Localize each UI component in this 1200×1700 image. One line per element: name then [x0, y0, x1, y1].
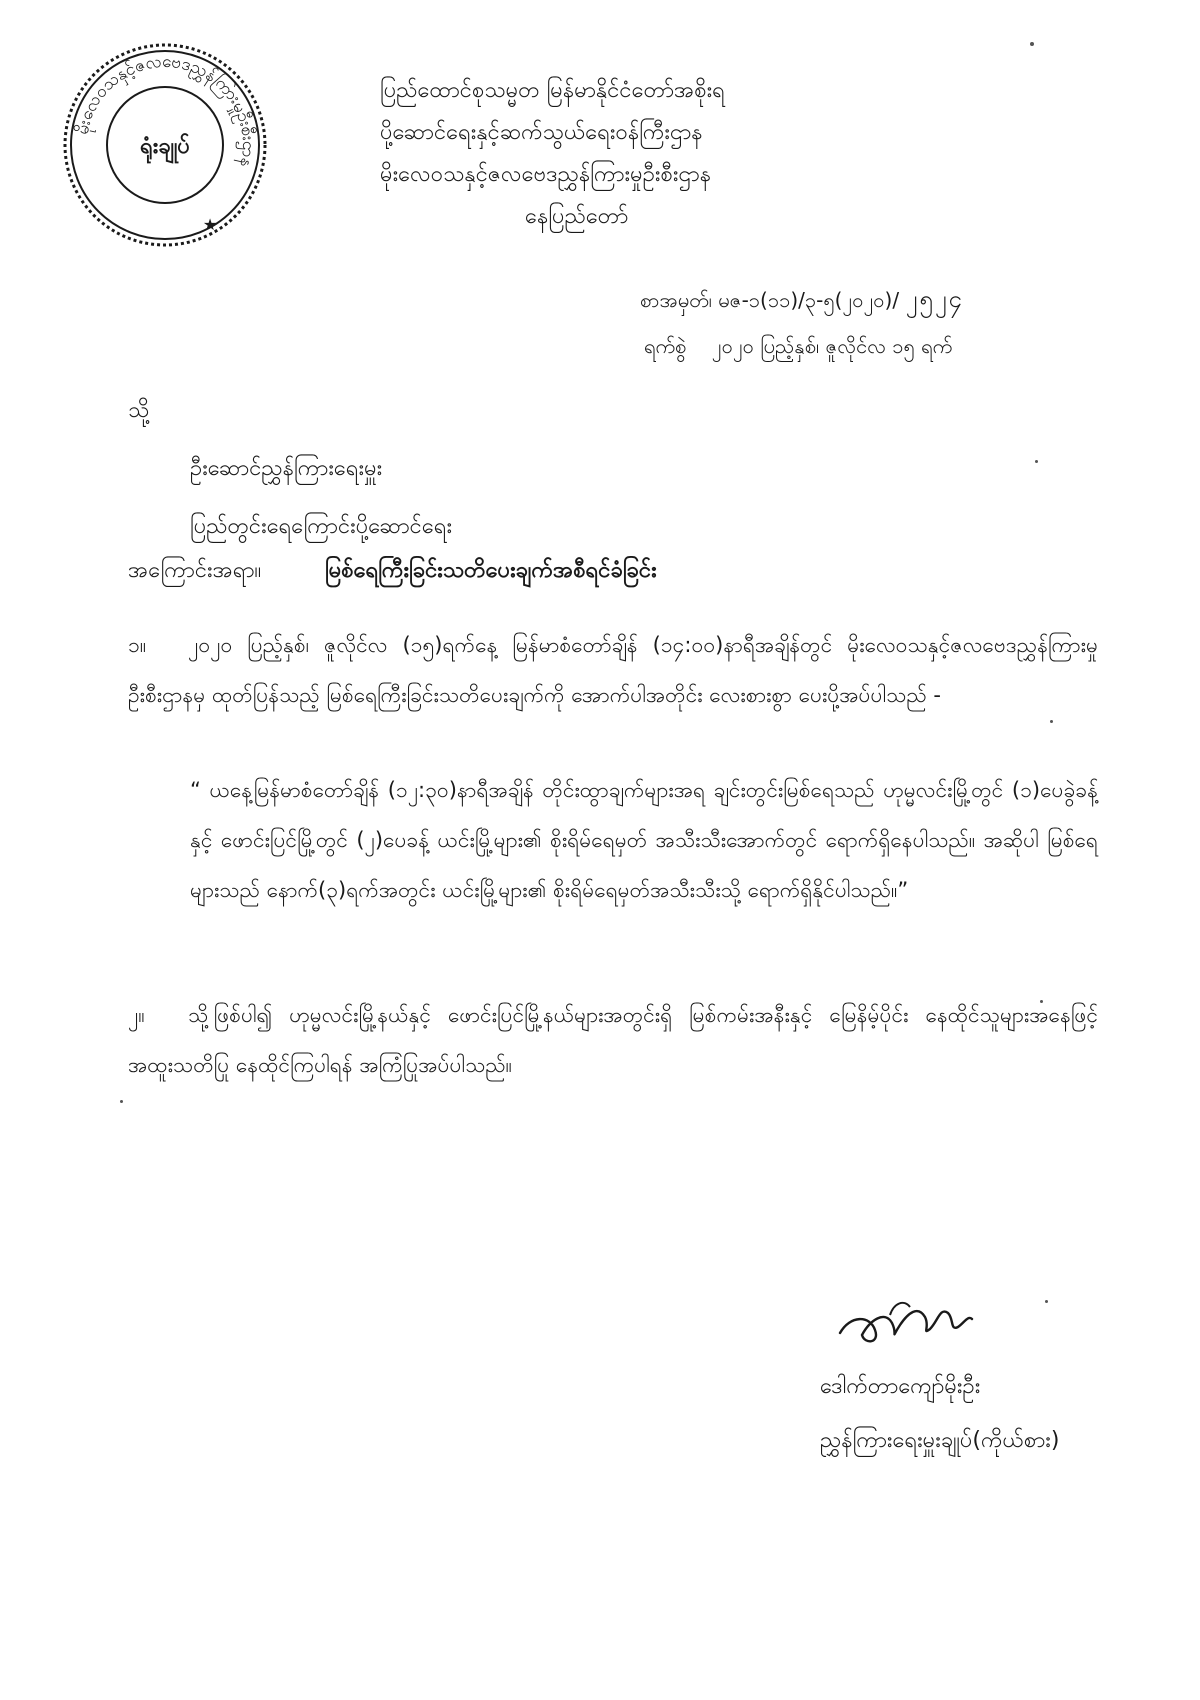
paragraph-2-number: ၂။ — [128, 1003, 145, 1027]
recipient-title: ဦးဆောင်ညွှန်ကြားရေးမှူး — [190, 456, 383, 481]
office-seal — [60, 40, 270, 250]
recipient-organization: ပြည်တွင်းရေကြောင်းပို့ဆောင်ရေး — [190, 514, 453, 539]
signer-name: ဒေါက်တာကျော်မိုးဦး — [820, 1374, 981, 1399]
letterhead-ministry: ပို့ဆောင်ရေးနှင့်ဆက်သွယ်ရေးဝန်ကြီးဌာန — [380, 120, 703, 145]
paragraph-2-text: သို့ဖြစ်ပါ၍ ဟုမ္မလင်းမြို့နယ်နှင့် ဖောင်းပြင်မြို့နယ်များအတွင်းရှိ မြစ်ကမ်းအနီးနှင့် မြေနိမ့်ပိုင်း နေထိုင်သူများအနေဖြင့် အထူးသတိပြု နေထိုင်ကြပါရန် အကြံပြုအပ်ပါသည်။ — [128, 1003, 1098, 1077]
letterhead-government: ပြည်ထောင်စုသမ္မတ မြန်မာနိုင်ငံတော်အစိုးရ — [380, 78, 725, 103]
subject-text: မြစ်ရေကြီးခြင်းသတိပေးချက်အစီရင်ခံခြင်း — [325, 558, 657, 583]
to-label: သို့ — [128, 398, 150, 423]
subject-label: အကြောင်းအရာ။ — [128, 558, 262, 583]
reference-number-label: စာအမှတ်၊ မဇ-၁(၁၁)/၃-၅(၂၀၂၀)/ — [640, 288, 900, 312]
signer-block — [820, 1360, 1059, 1468]
quoted-warning: “ ယနေ့မြန်မာစံတော်ချိန် (၁၂:၃၀)နာရီအချိန် တိုင်းထွာချက်များအရ ချင်းတွင်းမြစ်ရေသည် ဟုမ္မလင်းမြို့တွင် (၁)ပေခွဲခန့်နှင့် ဖောင်းပြင်မြို့တွင် (၂)ပေခန့် ယင်းမြို့များ၏ စိုးရိမ်ရေမှတ် အသီးသီးအောက်တွင် ရောက်ရှိနေပါသည်။ အဆိုပါ မြစ်ရေများသည် နောက်(၃)ရက်အတွင်း ယင်းမြို့များ၏ စိုးရိမ်ရေမှတ်အသီးသီးသို့ ရောက်ရှိနိုင်ပါသည်။” — [190, 778, 1098, 902]
paragraph-1-text: ၂၀၂၀ ပြည့်နှစ်၊ ဇူလိုင်လ (၁၅)ရက်နေ့ မြန်မာစံတော်ချိန် (၁၄:၀၀)နာရီအချိန်တွင် မိုးလေဝသနှင့်ဇလဗေဒညွှန်ကြားမှုဦးစီးဌာနမှ ထုတ်ပြန်သည့် မြစ်ရေကြီးခြင်းသတိပေးချက်ကို အောက်ပါအတိုင်း လေးစားစွာ ပေးပို့အပ်ပါသည် - — [128, 633, 1098, 707]
handwritten-signature — [830, 1285, 980, 1355]
scan-speck — [120, 1100, 123, 1103]
paragraph-1 — [128, 620, 1098, 720]
star-icon: ★ — [202, 215, 218, 234]
reference-date-line — [640, 323, 1100, 369]
reference-date-value: ၂၀၂၀ ပြည့်နှစ်၊ ဇူလိုင်လ ၁၅ ရက် — [711, 334, 953, 358]
reference-block — [640, 276, 1100, 369]
recipient-block — [190, 440, 452, 556]
letterhead-department: မိုးလေဝသနှင့်ဇလဗေဒညွှန်ကြားမှုဦးစီးဌာန — [380, 162, 712, 187]
seal-ring-text: မိုးလေဝသနှင့်ဇလဗေဒညွှန်ကြားမှုဦးစီးဌာန — [72, 51, 259, 170]
scan-speck — [1045, 1300, 1048, 1303]
reference-number-value: ၂၅၂၄ — [905, 285, 965, 313]
scan-speck — [1035, 460, 1038, 463]
subject-line — [128, 555, 1088, 588]
scan-speck — [1030, 42, 1034, 46]
letterhead — [380, 70, 900, 238]
signature-graphic — [830, 1285, 980, 1355]
letterhead-city: နေပြည်တော် — [525, 204, 629, 229]
paragraph-1-number: ၁။ — [128, 633, 147, 657]
reference-number-line — [640, 276, 1100, 323]
signer-title: ညွှန်ကြားရေးမှူးချုပ်(ကိုယ်စား) — [820, 1428, 1060, 1453]
seal-center-text: ရုံးချုပ် — [140, 134, 190, 159]
paragraph-2 — [128, 990, 1098, 1090]
reference-date-label: ရက်စွဲ — [644, 334, 687, 358]
seal-graphic — [60, 40, 270, 250]
scan-speck — [1050, 720, 1053, 723]
